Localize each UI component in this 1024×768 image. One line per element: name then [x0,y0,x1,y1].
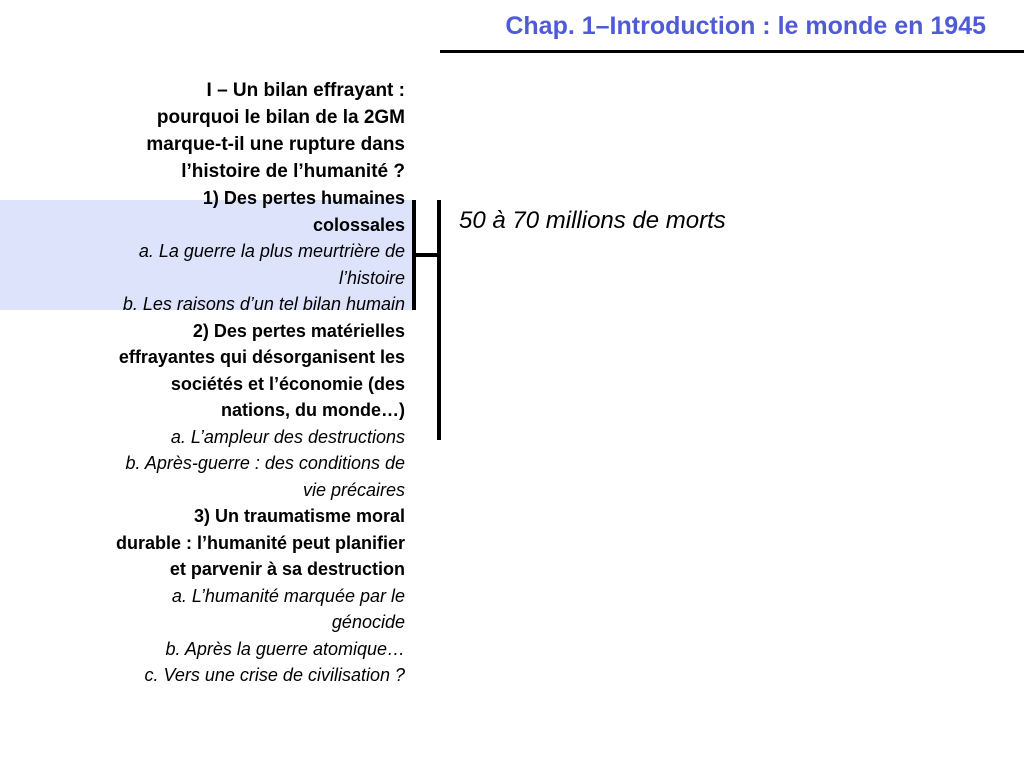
content-text: 50 à 70 millions de morts [459,207,726,234]
outline-main-title-line: l’histoire de l’humanité ? [181,161,405,182]
outline-section-line: sociétés et l’économie (des [170,373,405,394]
outline-main-title-line: I – Un bilan effrayant : [206,80,405,101]
outline-subsection-line: vie précaires [302,479,405,500]
outline-section-line: 3) Un traumatisme moral [193,506,405,526]
outline-section-line: 2) Des pertes matérielles [192,320,405,341]
outline-subsection-line: l’histoire [338,267,405,288]
outline-subsection-line: c. Vers une crise de civilisation ? [144,665,405,685]
outline-section-line: durable : l’humanité peut planifier [115,532,405,553]
bracket-outer-bar [437,200,441,440]
outline-subsection-line: a. L’humanité marquée par le [171,585,405,606]
outline [0,77,405,689]
outline-subsection-line: b. Après-guerre : des conditions de [125,453,405,473]
outline-subsection-line: b. Les raisons d’un tel bilan humain [122,294,405,314]
outline-subsection-line: génocide [331,612,405,632]
outline-section-line: nations, du monde…) [221,400,405,420]
outline-section-line: 1) Des pertes humaines [202,188,405,208]
outline-main-title-line: marque-t-il une rupture dans [146,134,405,155]
bracket-connector [416,253,438,257]
outline-section-line: effrayantes qui désorganisent les [118,347,405,367]
outline-main-title-line: pourquoi le bilan de la 2GM [156,107,405,128]
outline-subsection-line: b. Après la guerre atomique… [165,638,405,659]
outline-section-line: colossales [312,214,405,235]
title-rule [440,50,1024,53]
outline-subsection-line: a. L’ampleur des destructions [170,426,405,447]
outline-section-line: et parvenir à sa destruction [169,559,405,579]
slide-title: Chap. 1–Introduction : le monde en 1945 [505,12,986,40]
outline-subsection-line: a. La guerre la plus meurtrière de [138,241,405,261]
